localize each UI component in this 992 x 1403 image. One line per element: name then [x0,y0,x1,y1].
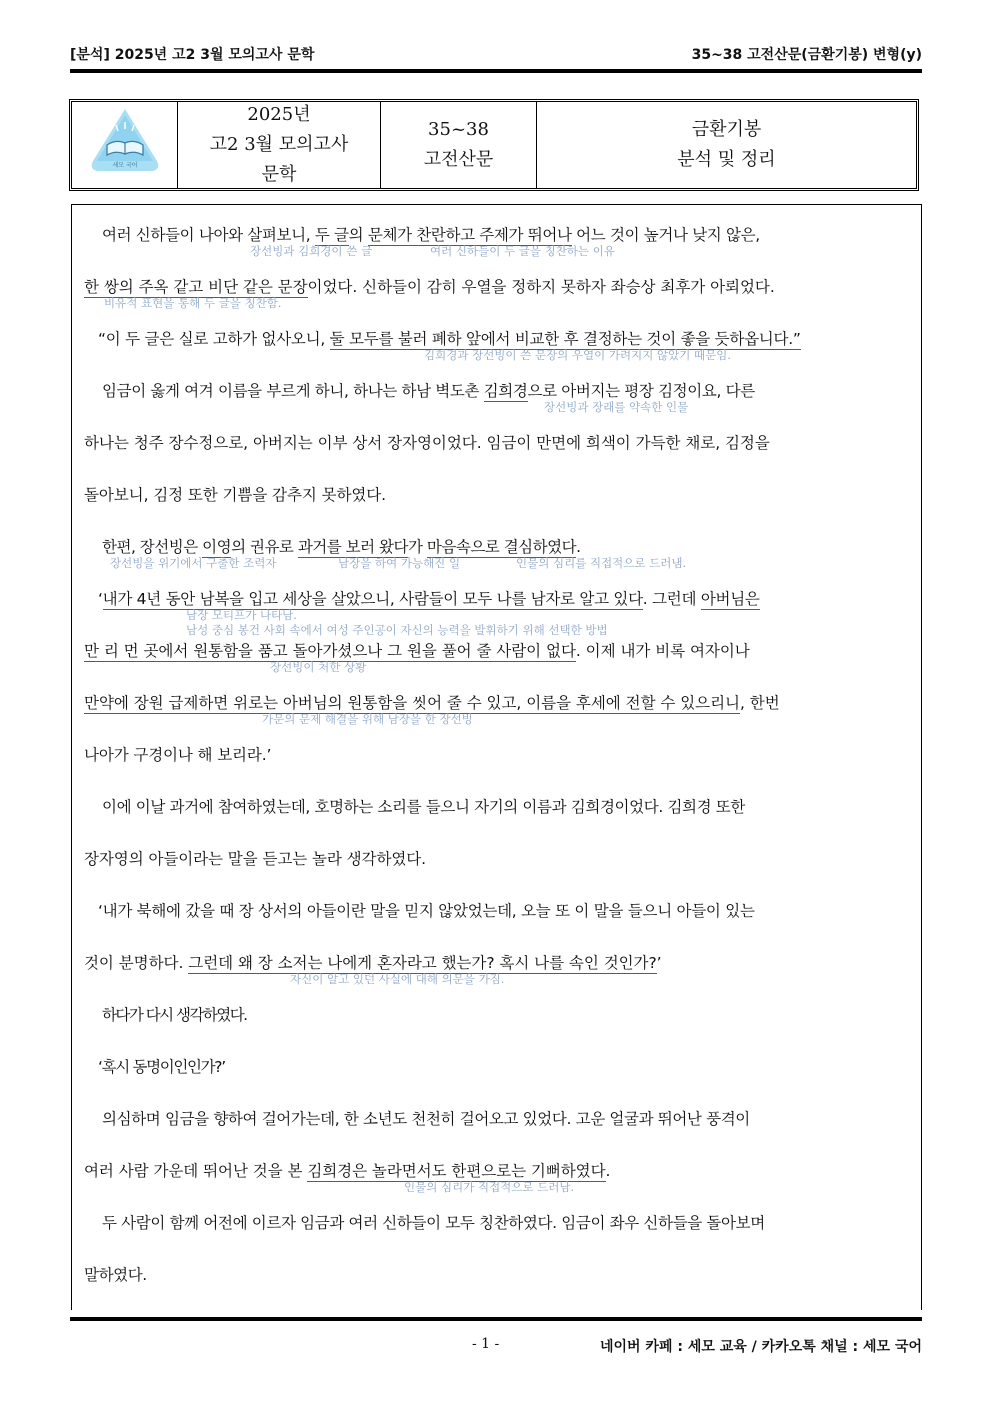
annotation: 여러 신하들이 두 글을 칭찬하는 이유 [430,244,615,258]
underlined-phrase: 내가 4년 동안 남복을 입고 세상을 살았으니, 사람들이 모두 나를 남자로 알고 있다 [102,590,643,608]
underlined-phrase: 두 글 [314,226,349,244]
exam-name: 고2 3월 모의고사 [209,134,349,155]
passage-line: 장자영의 아들이라는 말을 듣고는 놀라 생각하였다. [84,850,426,868]
annotation: 인물의 심리를 직접적으로 드러냄. [516,556,687,570]
underlined-phrase: 만약에 장원 급제하면 위로는 아버님의 원통함을 씻어 줄 수 있고, 이름을 후세에 전할 수 있으리니 [84,694,740,712]
passage-line: 여러 사람 가운데 뛰어난 것을 본 김희경은 놀라면서도 한편으로는 기뻐하였다. [84,1162,611,1180]
annotation: 비유적 표현을 통해 두 글을 칭찬함. [104,296,282,310]
title-cell [537,102,916,188]
passage-line: 한 쌍의 주옥 같고 비단 같은 문장이었다. 신하들이 감히 우열을 정하지 못하자 좌승상 최후가 아뢰었다. [84,278,775,296]
annotation: 장선빙과 김희경이 쓴 글 [250,244,373,258]
underlined-phrase: 과거를 보러 왔다 [297,538,408,556]
passage-line: 두 사람이 함께 어전에 이르자 임금과 여러 신하들이 모두 칭찬하였다. 임금이 좌우 신하들을 돌아보며 [102,1214,765,1232]
footer-contact: 네이버 카페 : 세모 교육 / 카카오톡 채널 : 세모 국어 [599,1339,922,1355]
logo-cell [72,102,178,188]
question-range: 35~38 [428,119,489,140]
passage-line: 만 리 먼 곳에서 원통함을 품고 돌아가셨으나 그 원을 풀어 줄 사람이 없다. 이제 내가 비록 여자이나 [84,642,750,660]
annotation: 남장을 하여 가능해진 일 [338,556,461,570]
passage-line: 나아가 구경이나 해 보리라.’ [84,746,272,764]
passage-line: 이에 이날 과거에 참여하였는데, 호명하는 소리를 들으니 자기의 이름과 김희경이었다. 김희경 또한 [102,798,745,816]
work-title: 금환기봉 [691,119,762,140]
underlined-phrase: 만 리 먼 곳에서 원통함을 품고 돌아가셨으나 그 원을 풀어 줄 사람이 없다 [84,642,576,660]
passage-line: 하나는 청주 장수정으로, 아버지는 이부 상서 장자영이었다. 임금이 만면에 희색이 가득한 채로, 김정을 [84,434,770,452]
page-number: - 1 - [472,1336,500,1352]
passage-line: “이 두 글은 실로 고하가 없사오니, 둘 모두를 불러 폐하 앞에서 비교한 후 결정하는 것이 좋을 듯하옵니다.” [98,330,801,348]
underlined-phrase: 아버님은 [700,590,760,608]
underlined-phrase: 마음속으로 결심하였다 [426,538,577,556]
annotation: 인물의 심리가 직접적으로 드러남. [404,1180,575,1194]
underlined-phrase: 김희경 [483,382,528,400]
passage-line: 것이 분명하다. 그런데 왜 장 소저는 나에게 혼자라고 했는가? 혹시 나를 속인 것인가?’ [84,954,662,972]
annotation: 남성 중심 봉건 사회 속에서 여성 주인공이 자신의 능력을 발휘하기 위해 선택한 방법 [186,623,608,637]
exam-subject: 문학 [261,164,297,185]
passage-line: 말하였다. [84,1266,147,1284]
underlined-phrase: 김희경은 놀라면서도 한편으로는 기뻐하였다 [307,1162,606,1180]
annotation: 장선빙이 처한 상황 [270,660,367,674]
underlined-phrase: 한 쌍의 주옥 같고 비단 같은 문장 [84,278,308,296]
annotation: 가문의 문제 해결을 위해 남장을 한 장선빙 [262,712,473,726]
passage-line: ‘내가 북해에 갔을 때 장 상서의 아들이란 말을 믿지 않았었는데, 오늘 또 이 말을 들으니 아들이 있는 [98,902,755,920]
logo-text: 세모 국어 [111,162,138,169]
book-logo-icon [85,105,165,185]
info-table [69,99,919,191]
annotation: 장선빙과 장래를 약속한 인물 [544,400,689,414]
passage-line: 만약에 장원 급제하면 위로는 아버님의 원통함을 씻어 줄 수 있고, 이름을 후세에 전할 수 있으리니, 한번 [84,694,780,712]
range-cell [381,102,537,188]
doc-purpose: 분석 및 정리 [677,149,776,170]
underlined-phrase: 둘 모두를 불러 폐하 앞에서 비교한 후 결정하는 것이 좋을 듯하옵니다.” [329,330,801,348]
annotation: 자신이 알고 있던 사실에 대해 의문을 가짐. [290,972,505,986]
passage-line: 의심하며 임금을 향하여 걸어가는데, 한 소년도 천천히 걸어오고 있었다. 고운 얼굴과 뛰어난 풍격이 [102,1110,750,1128]
passage-line: 하다가 다시 생각하였다. [102,1006,247,1024]
exam-year: 2025년 [247,104,311,125]
genre: 고전산문 [423,149,494,170]
passage-line: ‘내가 4년 동안 남복을 입고 세상을 살았으니, 사람들이 모두 나를 남자로 알고 있다. 그런데 아버님은 [98,590,760,608]
passage-line: 여러 신하들이 나아와 살펴보니, 두 글의 문체가 찬란하고 주제가 뛰어나 어느 것이 높거나 낮지 않은, [102,226,760,244]
annotation: 남장 모티프가 나타남. [186,608,297,622]
running-header [70,44,922,66]
annotation: 장선빙을 위기에서 구출한 조력자 [110,556,277,570]
header-rule [70,69,922,73]
annotation: 김희경과 장선빙이 쓴 문장의 우열이 가려지지 않았기 때문임. [424,348,731,362]
passage-line: 돌아보니, 김정 또한 기쁨을 감추지 못하였다. [84,486,387,504]
passage-line: 임금이 옳게 여겨 이름을 부르게 하니, 하나는 하남 벽도촌 김희경으로 아버지는 평장 김정이요, 다른 [102,382,755,400]
passage-line: 한편, 장선빙은 이영의 권유로 과거를 보러 왔다가 마음속으로 결심하였다. [102,538,581,556]
underlined-phrase: 이영 [202,538,232,556]
exam-cell [178,102,381,188]
footer-rule [70,1317,922,1321]
passage-line: ‘혹시 동명이인인가?’ [98,1058,225,1076]
header-right: 35~38 고전산문(금환기봉) 변형(y) [691,47,922,63]
underlined-phrase: 문체가 찬란하고 주제가 뛰어나 [367,226,572,244]
header-left: [분석] 2025년 고2 3월 모의고사 문학 [70,47,315,63]
underlined-phrase: 그런데 왜 장 소저는 나에게 혼자라고 했는가? 혹시 나를 속인 것인가? [188,954,657,972]
